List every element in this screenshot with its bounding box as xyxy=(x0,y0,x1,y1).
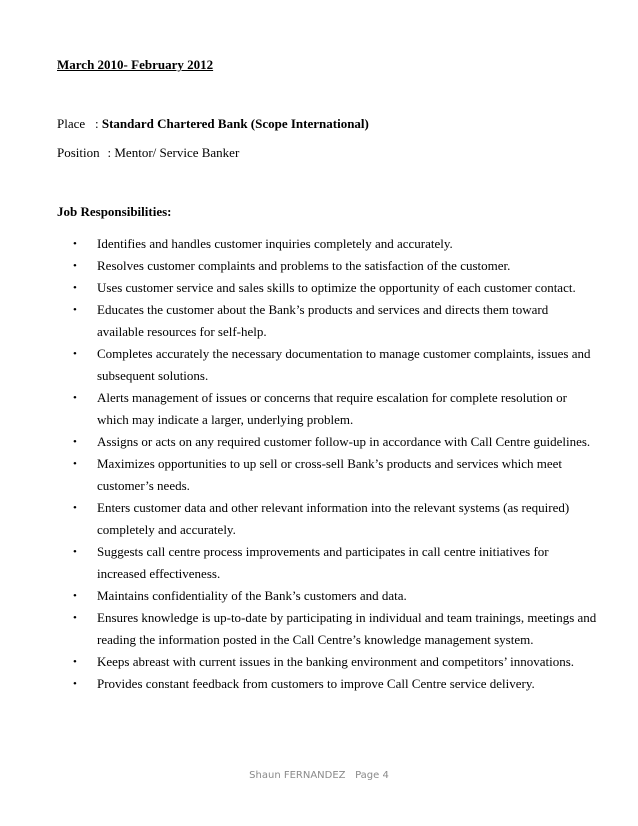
employment-date-range: March 2010- February 2012 xyxy=(57,57,214,72)
list-item-text: Resolves customer complaints and problems to the satisfaction of the customer. xyxy=(97,258,511,273)
list-item-text: Enters customer data and other relevant information into the relevant systems (as required) completely and accurately. xyxy=(97,500,570,537)
bullet-icon: • xyxy=(73,546,77,558)
list-item xyxy=(57,651,597,673)
page-footer xyxy=(0,770,638,781)
list-item-text: Suggests call centre process improvements and participates in call centre initiatives for increased effectiveness. xyxy=(97,544,549,581)
bullet-icon: • xyxy=(73,238,77,250)
list-item-text: Ensures knowledge is up-to-date by participating in individual and team trainings, meetings and reading the information posted in the Call Centre’s knowledge management system. xyxy=(97,610,597,647)
list-item xyxy=(57,255,597,277)
list-item xyxy=(57,497,597,541)
position-separator: : xyxy=(101,145,115,160)
place-value: Standard Chartered Bank (Scope International) xyxy=(101,116,369,131)
place-label: Place xyxy=(57,116,86,131)
position-value: Mentor/ Service Banker xyxy=(114,145,240,160)
bullet-icon: • xyxy=(73,348,77,360)
bullet-icon: • xyxy=(73,282,77,294)
list-item xyxy=(57,299,597,343)
bullet-icon: • xyxy=(73,656,77,668)
bullet-icon: • xyxy=(73,458,77,470)
list-item-text: Uses customer service and sales skills to optimize the opportunity of each customer contact. xyxy=(97,280,576,295)
footer-page-number: Page 4 xyxy=(355,770,389,781)
list-item-text: Educates the customer about the Bank’s products and services and directs them toward available resources for self-help. xyxy=(97,302,549,339)
list-item-text: Assigns or acts on any required customer follow-up in accordance with Call Centre guidelines. xyxy=(97,434,591,449)
list-item xyxy=(57,673,597,695)
bullet-icon: • xyxy=(73,612,77,624)
bullet-icon: • xyxy=(73,392,77,404)
list-item-text: Completes accurately the necessary documentation to manage customer complaints, issues and subsequent solutions. xyxy=(97,346,591,383)
position-line xyxy=(57,145,239,161)
list-item xyxy=(57,453,597,497)
list-item xyxy=(57,387,597,431)
place-separator: : xyxy=(95,116,102,131)
list-item xyxy=(57,541,597,585)
list-item-text: Identifies and handles customer inquiries completely and accurately. xyxy=(97,236,453,251)
bullet-icon: • xyxy=(73,502,77,514)
list-item-text: Maintains confidentiality of the Bank’s customers and data. xyxy=(97,588,407,603)
bullet-icon: • xyxy=(73,304,77,316)
list-item xyxy=(57,343,597,387)
responsibilities-heading: Job Responsibilities: xyxy=(57,204,172,219)
list-item-text: Alerts management of issues or concerns that require escalation for complete resolution or which may indicate a larger, underlying problem. xyxy=(97,390,568,427)
list-item-text: Keeps abreast with current issues in the banking environment and competitors’ innovations. xyxy=(97,654,575,669)
footer-author: Shaun FERNANDEZ xyxy=(249,770,346,781)
bullet-icon: • xyxy=(73,678,77,690)
list-item xyxy=(57,431,597,453)
list-item xyxy=(57,585,597,607)
position-label: Position xyxy=(57,145,100,160)
list-item-text: Provides constant feedback from customers to improve Call Centre service delivery. xyxy=(97,676,535,691)
list-item-text: Maximizes opportunities to up sell or cross-sell Bank’s products and services which meet customer’s needs. xyxy=(97,456,563,493)
list-item xyxy=(57,233,597,255)
place-line xyxy=(57,116,369,132)
bullet-icon: • xyxy=(73,436,77,448)
list-item xyxy=(57,277,597,299)
bullet-icon: • xyxy=(73,590,77,602)
list-item xyxy=(57,607,597,651)
responsibilities-list xyxy=(57,233,597,695)
bullet-icon: • xyxy=(73,260,77,272)
